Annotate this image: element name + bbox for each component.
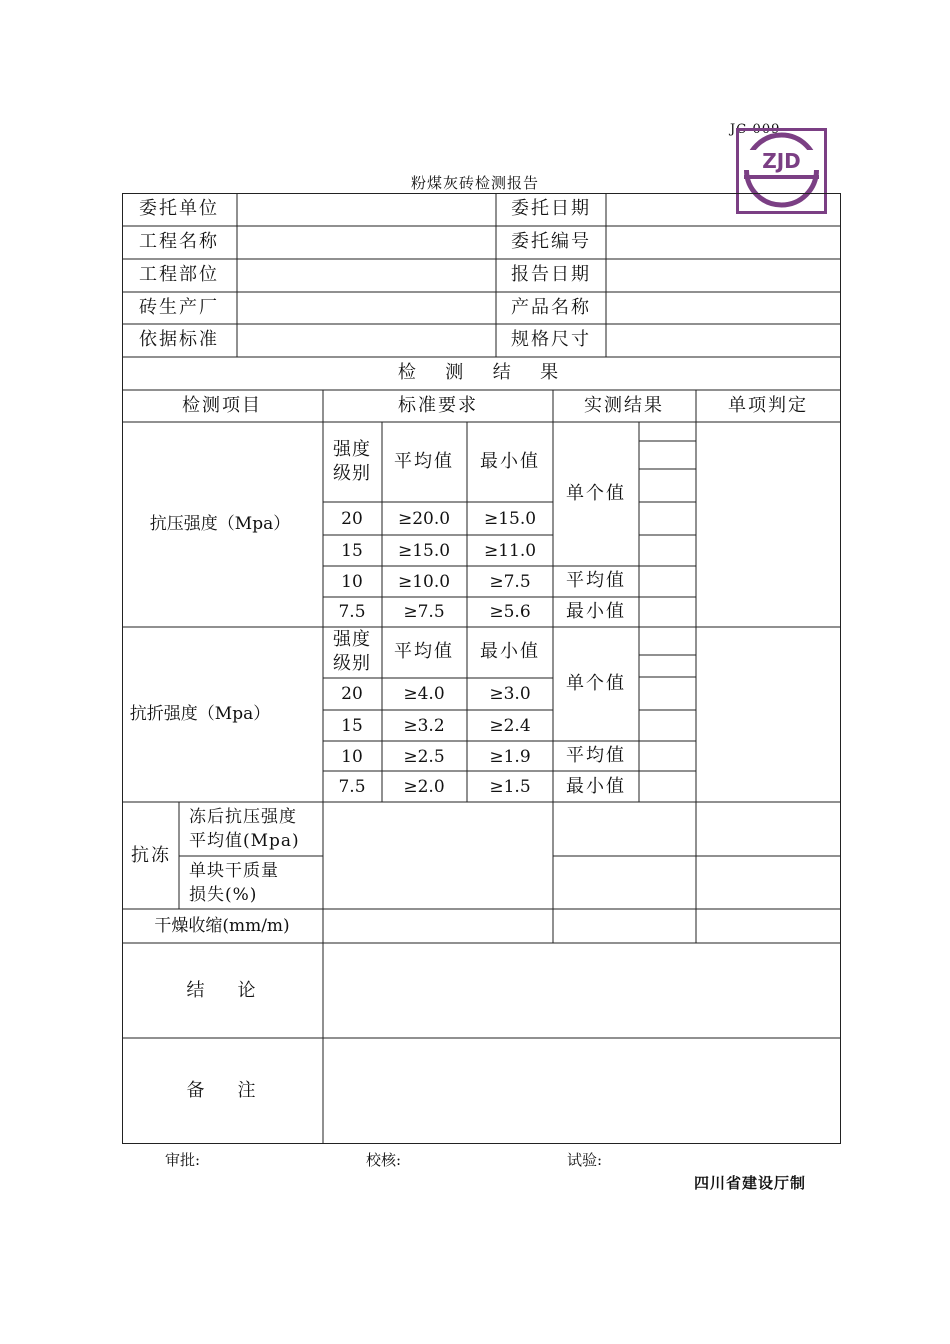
- drying-label: 干燥收缩(mm/m): [154, 916, 290, 936]
- label-project-part: 工程部位: [139, 264, 219, 285]
- frost-item-mass-loss: 单块干质量 损失(%): [189, 861, 279, 905]
- compressive-avg-label: 平均值: [566, 570, 626, 591]
- label-product-name: 产品名称: [511, 297, 591, 318]
- flexural-avg: ≥2.5: [403, 747, 445, 767]
- footer-approve: 审批:: [165, 1151, 201, 1169]
- compressive-grade: 10: [341, 572, 363, 592]
- compressive-avg: ≥10.0: [397, 572, 451, 592]
- flexural-min-label: 最小值: [566, 776, 626, 797]
- compressive-single: 单个值: [566, 483, 626, 504]
- label-entrust-unit: 委托单位: [139, 198, 219, 219]
- compressive-grade: 20: [341, 509, 363, 529]
- label-report-date: 报告日期: [511, 264, 591, 285]
- compressive-min: ≥7.5: [489, 572, 531, 592]
- label-basis-standard: 依据标准: [139, 329, 219, 350]
- label-brick-factory: 砖生产厂: [139, 297, 219, 318]
- flexural-min: ≥1.9: [489, 747, 531, 767]
- compressive-grade: 7.5: [338, 602, 366, 622]
- flexural-avg-label: 平均值: [566, 745, 626, 766]
- flexural-min: ≥3.0: [489, 684, 531, 704]
- compressive-min: ≥15.0: [483, 509, 537, 529]
- remark-label: 备 注: [186, 1080, 258, 1101]
- compressive-col-grade: 强度 级别: [333, 439, 371, 484]
- flexural-col-avg: 平均值: [394, 641, 454, 662]
- section-title: 检 测 结 果: [397, 362, 565, 383]
- compressive-avg: ≥7.5: [403, 602, 445, 622]
- frost-item-strength: 冻后抗压强度 平均值(Mpa): [189, 807, 300, 851]
- header-item: 检测项目: [182, 395, 262, 416]
- flexural-avg: ≥4.0: [403, 684, 445, 704]
- label-project-name: 工程名称: [139, 231, 219, 252]
- svg-text:ZJD: ZJD: [762, 149, 801, 173]
- header-judgement: 单项判定: [728, 395, 808, 416]
- compressive-avg: ≥15.0: [397, 541, 451, 561]
- compressive-col-min: 最小值: [480, 451, 540, 472]
- flexural-col-min: 最小值: [480, 641, 540, 662]
- flexural-label: 抗折强度（Mpa）: [129, 704, 271, 724]
- flexural-grade: 15: [341, 716, 363, 736]
- compressive-min: ≥11.0: [483, 541, 537, 561]
- flexural-min: ≥2.4: [489, 716, 531, 736]
- doc-code: JC-009: [730, 122, 781, 137]
- compressive-col-avg: 平均值: [394, 451, 454, 472]
- flexural-col-grade: 强度 级别: [333, 629, 371, 674]
- compressive-label: 抗压强度（Mpa）: [149, 514, 291, 534]
- flexural-avg: ≥2.0: [403, 777, 445, 797]
- compressive-min: ≥5.6: [489, 602, 531, 622]
- compressive-avg: ≥20.0: [397, 509, 451, 529]
- header-result: 实测结果: [584, 395, 664, 416]
- header-standard: 标准要求: [398, 395, 478, 416]
- label-entrust-date: 委托日期: [511, 198, 591, 219]
- report-title: 粉煤灰砖检测报告: [410, 174, 539, 192]
- flexural-grade: 7.5: [338, 777, 366, 797]
- compressive-grade: 15: [341, 541, 363, 561]
- report-table: [122, 193, 841, 1144]
- flexural-avg: ≥3.2: [403, 716, 445, 736]
- label-entrust-number: 委托编号: [511, 231, 591, 252]
- footer-test: 试验:: [567, 1151, 603, 1169]
- issuer-label: 四川省建设厅制: [694, 1174, 807, 1192]
- conclusion-label: 结 论: [186, 980, 258, 1001]
- flexural-min: ≥1.5: [489, 777, 531, 797]
- flexural-grade: 10: [341, 747, 363, 767]
- flexural-grade: 20: [341, 684, 363, 704]
- compressive-min-label: 最小值: [566, 601, 626, 622]
- flexural-single: 单个值: [566, 673, 626, 694]
- footer-check: 校核:: [366, 1151, 402, 1169]
- frost-label: 抗冻: [131, 845, 171, 866]
- label-size-spec: 规格尺寸: [511, 329, 591, 350]
